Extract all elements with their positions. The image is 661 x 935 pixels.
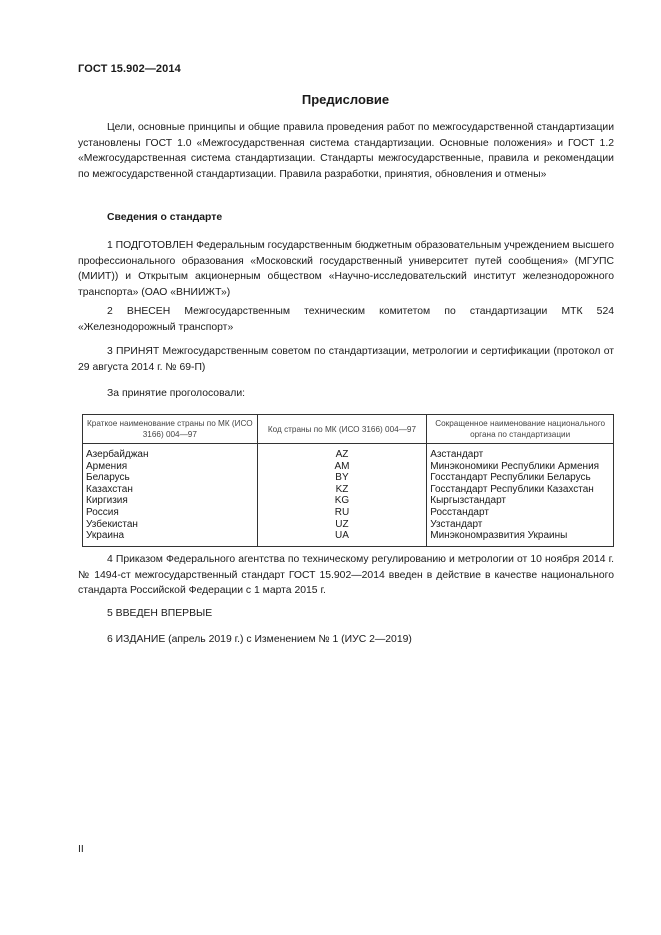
body-cell: Госстандарт Республики Казахстан <box>427 484 614 496</box>
code-cell: AZ <box>257 444 427 461</box>
table-row <box>83 484 614 496</box>
column-header-country: Краткое наименование страны по МК (ИСО 3166) 004—97 <box>83 415 258 444</box>
voting-table <box>82 414 614 547</box>
body-cell: Азстандарт <box>427 444 614 461</box>
country-cell: Армения <box>83 461 258 473</box>
code-cell: KZ <box>257 484 427 496</box>
code-cell: UZ <box>257 519 427 531</box>
table-header-row <box>83 415 614 444</box>
page-number: II <box>78 844 84 855</box>
country-cell: Украина <box>83 530 258 546</box>
code-cell: AM <box>257 461 427 473</box>
table-row <box>83 507 614 519</box>
country-cell: Казахстан <box>83 484 258 496</box>
table-row <box>83 461 614 473</box>
item-4-paragraph: 4 Приказом Федерального агентства по техническому регулированию и метрологии от 10 ноября 2014 г. № 1494-ст межгосударственный стандарт ГОСТ 15.902—2014 введен в действие в качестве национального стандарта Российской Федерации с 1 марта 2015 г. <box>78 554 614 597</box>
item-6-paragraph: 6 ИЗДАНИЕ (апрель 2019 г.) с Изменением № 1 (ИУС 2—2019) <box>107 634 412 645</box>
table-row <box>83 530 614 546</box>
item-5-paragraph: 5 ВВЕДЕН ВПЕРВЫЕ <box>107 608 213 619</box>
item-2-paragraph: 2 ВНЕСЕН Межгосударственным техническим комитетом по стандартизации МТК 524 «Железнодорожный транспорт» <box>78 306 614 333</box>
body-cell: Минэкономики Республики Армения <box>427 461 614 473</box>
column-header-body: Сокращенное наименование национального органа по стандартизации <box>427 415 614 444</box>
item-1-paragraph: 1 ПОДГОТОВЛЕН Федеральным государственным бюджетным образовательным учреждением высшего профессионального образования «Московский государственный университет путей сообщения» (МГУПС (МИИТ)) и Открытым акционерным обществом «Научно-исследовательский институт железнодорожного транспорта» (ОАО «ВНИИЖТ») <box>78 240 614 298</box>
code-cell: UA <box>257 530 427 546</box>
document-header: ГОСТ 15.902—2014 <box>78 63 181 75</box>
body-cell: Минэкономразвития Украины <box>427 530 614 546</box>
info-heading: Сведения о стандарте <box>107 212 223 223</box>
table-row <box>83 519 614 531</box>
country-cell: Россия <box>83 507 258 519</box>
country-cell: Узбекистан <box>83 519 258 531</box>
body-cell: Кыргызстандарт <box>427 495 614 507</box>
vote-intro: За принятие проголосовали: <box>107 388 246 399</box>
item-3-paragraph: 3 ПРИНЯТ Межгосударственным советом по стандартизации, метрологии и сертификации (протокол от 29 августа 2014 г. № 69-П) <box>78 346 614 373</box>
code-cell: BY <box>257 472 427 484</box>
table-row <box>83 472 614 484</box>
country-cell: Беларусь <box>83 472 258 484</box>
country-cell: Киргизия <box>83 495 258 507</box>
body-cell: Госстандарт Республики Беларусь <box>427 472 614 484</box>
body-cell: Росстандарт <box>427 507 614 519</box>
country-cell: Азербайджан <box>83 444 258 461</box>
table-row <box>83 444 614 461</box>
body-cell: Узстандарт <box>427 519 614 531</box>
code-cell: RU <box>257 507 427 519</box>
intro-paragraph: Цели, основные принципы и общие правила проведения работ по межгосударственной стандартизации установлены ГОСТ 1.0 «Межгосударственная система стандартизации. Основные положения» и ГОСТ 1.2 «Межгосударственная система стандартизации. Стандарты межгосударственные, правила и рекомендации по межгосударственной стандартизации. Правила разработки, принятия, обновления и отмены» <box>78 122 614 180</box>
page-title: Предисловие <box>301 92 390 107</box>
code-cell: KG <box>257 495 427 507</box>
column-header-code: Код страны по МК (ИСО 3166) 004—97 <box>257 415 427 444</box>
table-row <box>83 495 614 507</box>
